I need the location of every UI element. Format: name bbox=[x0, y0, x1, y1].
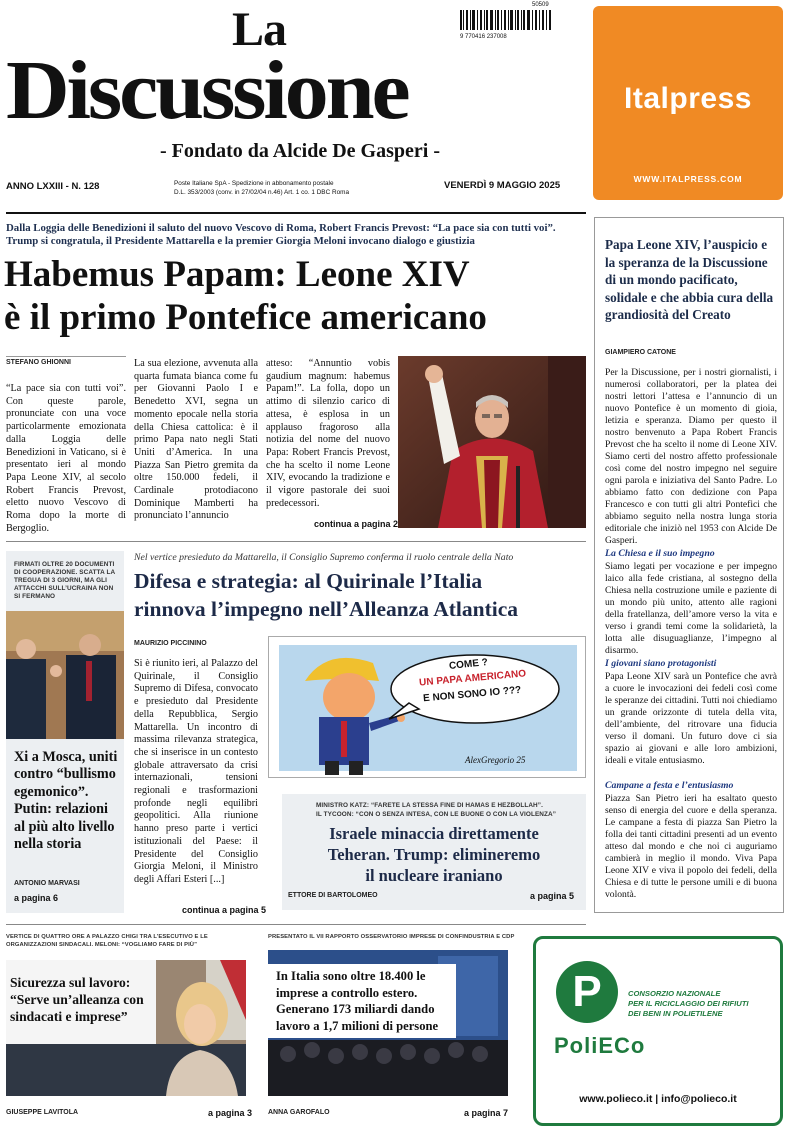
polieco-brand: PoliECo bbox=[554, 1033, 646, 1058]
editorial-title: Papa Leone XIV, l’auspicio e la speranza de la Discussione di un mondo pacificato, solidale e che abbia cura della grandiosità del Creato bbox=[605, 237, 774, 322]
editorial-para-2: Siamo legati per vocazione e per impegno laico alla fede cristiana, al sostegno della Chiesa nella costruzione umile e paziente di un mondo più unito, attento alle ragioni della fratellanza, dell’amore verso la vita e verso i grandi temi come la solidarietà, la lotta alle disuguaglianze, l’impegno al disarmo. bbox=[605, 561, 777, 656]
editorial-sub-3: Campane a festa e l’entusiasmo bbox=[605, 780, 734, 791]
israel-page-link[interactable]: a pagina 5 bbox=[530, 891, 575, 901]
lead-continue-link[interactable]: continua a pagina 2 bbox=[314, 519, 399, 529]
nato-headline-2: rinnova l’impegno nell’Alleanza Atlantica bbox=[134, 597, 519, 621]
polieco-line-3: DEI BENI IN POLIETILENE bbox=[628, 1009, 723, 1018]
lead-author: STEFANO GHIONNI bbox=[6, 359, 71, 366]
barcode-number: 9 770416 237008 bbox=[460, 34, 507, 40]
labour-author: GIUSEPPE LAVITOLA bbox=[6, 1109, 79, 1116]
lead-headline-1: Habemus Papam: Leone XIV bbox=[4, 254, 470, 295]
lead-column-1: “La pace sia con tutti voi”. Con queste parole, pronunciate con una voce particolarmente emozionata dalla Loggia delle Benedizioni in Vaticano, si è presentato ieri al mondo Papa Leone XIV, al secolo Robert Francis Prevost, eletto nuovo Vescovo di Roma dopo la morte di Bergoglio. bbox=[6, 383, 126, 534]
editorial-box bbox=[594, 217, 784, 913]
postal-info-1: Poste Italiane SpA - Spedizione in abbonamento postale bbox=[174, 180, 334, 187]
labour-kicker: VERTICE DI QUATTRO ORE A PALAZZO CHIGI TRA L’ESECUTIVO E LE ORGANIZZAZIONI SINDACALI. MELONI: “VOGLIAMO FARE DI PIÙ” bbox=[6, 934, 208, 948]
postal-info-2: D.L. 353/2003 (conv. in 27/02/04 n.46) Art. 1 co. 1 DBC Roma bbox=[174, 189, 350, 196]
cartoon-speech-3: E NON SONO IO ??? bbox=[422, 684, 522, 705]
barcode bbox=[460, 10, 552, 40]
nato-author: MAURIZIO PICCININO bbox=[134, 640, 207, 647]
labour-photo bbox=[6, 960, 246, 1096]
polieco-logo-icon: P bbox=[556, 961, 618, 1023]
middle-bottom-rule bbox=[6, 924, 586, 925]
cartoon-signature: AlexGregorio 25 bbox=[465, 755, 526, 765]
italpress-ad[interactable] bbox=[593, 6, 783, 200]
italpress-name: Italpress bbox=[624, 82, 752, 115]
exports-author: ANNA GAROFALO bbox=[268, 1109, 330, 1116]
cartoon-box bbox=[268, 636, 586, 778]
masthead-rule bbox=[6, 212, 586, 214]
lead-column-3: atteso: “Annuntio vobis gaudium magnum: habemus Papam!”. La folla, dopo un attimo di silenzio carico di attesa, è esplosa in un applauso fragoroso alla notizia del nome del nuovo Papa: Robert Francis Prevost, che ha scelto il nome Leone XIV, evocando la tradizione e il vigore pastorale dei suoi predecessori. bbox=[266, 358, 390, 509]
editorial-para-4: Piazza San Pietro ieri ha esaltato questo senso di energia del cuore e della speranza. Le campane a festa di piazza San Pietro la folla dei tanti cittadini presenti ad un evento atteso dal mondo e che noi ci auguriamo cambierà in meglio il mondo. Viva Papa Leone XIV e viva il popolo dei fedeli, della Chiesa e di tutte le persone umili e di buona volontà. bbox=[605, 793, 777, 900]
lead-headline-2: è il primo Pontefice americano bbox=[4, 297, 487, 338]
nato-deck: Nel vertice presieduto da Mattarella, il Consiglio Supremo conferma il ruolo centrale della Nato bbox=[134, 552, 514, 563]
pope-photo bbox=[398, 356, 586, 528]
israel-author: ETTORE DI BARTOLOMEO bbox=[288, 892, 378, 899]
lead-deck: Dalla Loggia delle Benedizioni il saluto del nuovo Vescovo di Roma, Robert Francis Prevost: “La pace sia con tutti voi”. Trump si congratula, il Presidente Mattarella e la premier Giorgia Meloni invocano dialogo e giustizia bbox=[6, 222, 556, 247]
exports-headline: In Italia sono oltre 18.400 le imprese a controllo estero. Generano 173 miliardi dando lavoro a 1,7 milioni di persone bbox=[268, 964, 456, 1038]
lead-author-rule bbox=[6, 356, 126, 357]
masthead-subtitle: - Fondato da Alcide De Gasperi - bbox=[160, 140, 440, 162]
nato-continue-link[interactable]: continua a pagina 5 bbox=[182, 905, 267, 915]
cartoon-speech-2: UN PAPA AMERICANO bbox=[418, 668, 527, 689]
editorial-para-3: Papa Leone XIV sarà un Pontefice che avrà a cuore le invocazioni dei fedeli così come le speranze dei cittadini. Tutti noi chiediamo un grande orizzonte di tutela della vita, dell’ambiente, del ritrovare una fiducia verso il domani. Un futuro dove ci sia spazio ai giovani e alle loro ambizioni, ideali e vitale entusiasmo. bbox=[605, 671, 777, 766]
polieco-line-1: CONSORZIO NAZIONALE bbox=[628, 989, 721, 998]
moscow-page-link[interactable]: a pagina 6 bbox=[14, 893, 59, 903]
labour-headline: Sicurezza sul lavoro: “Serve un’alleanza con sindacati e imprese” bbox=[10, 975, 144, 1024]
masthead-title: Discussione bbox=[6, 44, 408, 137]
polieco-ad[interactable] bbox=[533, 936, 783, 1126]
barcode-code: 50509 bbox=[532, 2, 549, 8]
polieco-contact[interactable]: www.polieco.it | info@polieco.it bbox=[579, 1093, 737, 1105]
israel-headline-3: il nucleare iraniano bbox=[365, 866, 503, 885]
moscow-photo bbox=[6, 611, 124, 739]
cartoon-speech-1: COME ? bbox=[448, 656, 489, 673]
editorial-para-1: Per la Discussione, per i nostri giornalisti, i numerosi collaboratori, per la platea dei nostri lettori l’attesa e l’annuncio di un nuovo Pontefice è un momento di gioia, letizia e speranza. Diamo per questo il nostro benvenuto a Papa Robert Francis Prevost che ha scelto il nome di Leone XIV. Siamo certi del nostro affetto professionale così come del nostro impegno nel seguire ogni parola e iniziativa del Santo Padre. Lo abbiamo fatto con dedizione con Papa Francesco e con tutti gli altri Pontefici che abbiamo seguito nella nostra lunga storia editoriale che iniziò nel 1953 con Alcide De Gasperi. bbox=[605, 367, 777, 546]
editorial-author: GIAMPIERO CATONE bbox=[605, 349, 676, 356]
italpress-url[interactable]: WWW.ITALPRESS.COM bbox=[633, 174, 743, 184]
lead-column-2: La sua elezione, avvenuta alla quarta fumata bianca come fu per Giovanni Paolo I e Benedetto XVI, segna un momento epocale nella storia della Chiesa cattolica: è il primo Papa nato negli Stati Uniti d’America. In una Piazza San Pietro gremita da oltre 150.000 fedeli, il Cardinale protodiacono Dominique Mamberti ha pronunciato l’annuncio bbox=[134, 358, 258, 522]
israel-kicker-2: IL TYCOON: “CON O SENZA INTESA, CON LE BUONE O CON LA VIOLENZA” bbox=[316, 811, 557, 818]
labour-page-link[interactable]: a pagina 3 bbox=[208, 1108, 253, 1118]
lead-bottom-rule bbox=[6, 541, 586, 542]
exports-photo bbox=[268, 950, 508, 1096]
editorial-sub-2: I giovani siano protagonisti bbox=[605, 658, 717, 669]
israel-headline-2: Teheran. Trump: elimineremo bbox=[327, 845, 541, 864]
issue-number: ANNO LXXIII - N. 128 bbox=[6, 181, 100, 192]
exports-page-link[interactable]: a pagina 7 bbox=[464, 1108, 509, 1118]
nato-headline-1: Difesa e strategia: al Quirinale l’Italia bbox=[134, 569, 483, 593]
polieco-line-2: PER IL RICICLAGGIO DEI RIFIUTI bbox=[628, 999, 749, 1008]
nato-body: Si è riunito ieri, al Palazzo del Quirinale, il Consiglio Supremo di Difesa, convocato e presieduto dal Presidente della Repubblica, Sergio Mattarella. Un incontro di massima rilevanza strategica, che si inserisce in un contesto globale attraversato da crisi internazionali, tensioni regionali e trasformazioni profonde negli equilibri geopolitici. Alla riunione hanno preso parte i vertici istituzionali del Paese: il Presidente del Consiglio Giorgia Meloni, il Ministro degli Affari Esteri [...] bbox=[134, 658, 258, 885]
moscow-author: ANTONIO MARVASI bbox=[14, 880, 80, 887]
masthead-la: La bbox=[232, 3, 287, 56]
moscow-box bbox=[6, 551, 124, 913]
israel-headline-1: Israele minaccia direttamente bbox=[329, 824, 539, 843]
israel-kicker-1: MINISTRO KATZ: “FARETE LA STESSA FINE DI HAMAS E HEZBOLLAH”. bbox=[316, 802, 543, 809]
issue-date: VENERDÌ 9 MAGGIO 2025 bbox=[444, 180, 561, 191]
editorial-sub-1: La Chiesa e il suo impegno bbox=[605, 548, 715, 559]
exports-kicker: PRESENTATO IL VII RAPPORTO OSSERVATORIO IMPRESE DI CONFINDUSTRIA E CDP bbox=[268, 934, 515, 940]
israel-box bbox=[282, 794, 586, 910]
moscow-headline: Xi a Mosca, uniti contro “bullismo egemonico”. Putin: relazioni al più alto livello nella storia bbox=[14, 749, 118, 853]
moscow-kicker: FIRMATI OLTRE 20 DOCUMENTI DI COOPERAZIONE. SCATTA LA TREGUA DI 3 GIORNI, MA GLI ATTACCHI SULL’UCRAINA NON SI FERMANO bbox=[14, 561, 115, 600]
